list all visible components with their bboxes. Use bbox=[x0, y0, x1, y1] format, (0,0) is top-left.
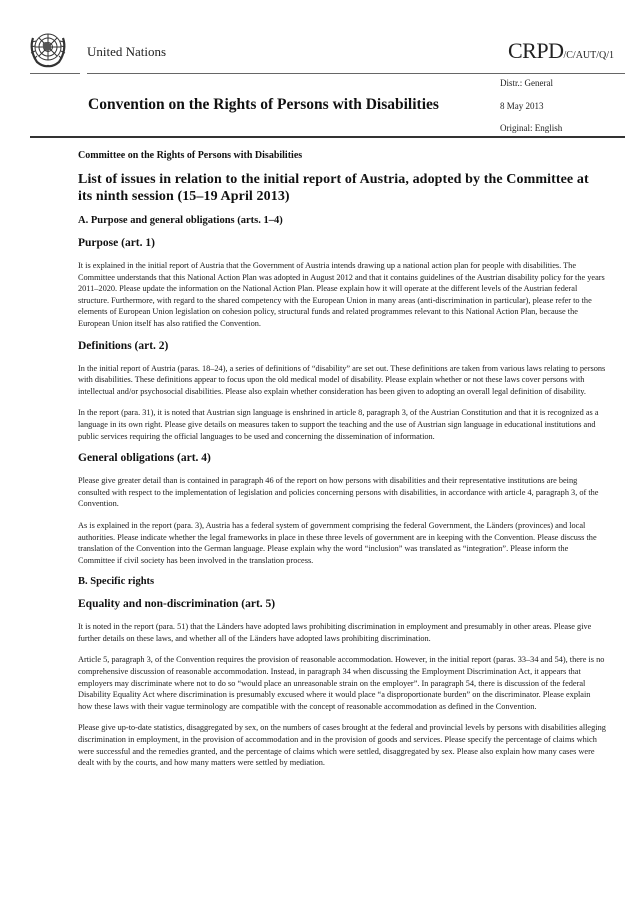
page-title: List of issues in relation to the initial report of Austria, adopted by the Committee at its ninth session (15–19 April 2013) bbox=[78, 172, 589, 204]
document-date: 8 May 2013 bbox=[500, 101, 544, 111]
paragraph: Please give up-to-date statistics, disaggregated by sex, on the numbers of cases brought at the federal and provincial levels by persons with disabilities alleging discrimination in employment, in the provision of accommodation and in the provision of goods and services. Please specify the percentage of claims which were successful and the remedies granted, and the percentage of claims which were settled, disaggregated by sex. Please also explain how many cases were dealt with by the courts, and how many matters were settled by mediation. bbox=[78, 723, 606, 768]
subsection-heading: Purpose (art. 1) bbox=[78, 237, 155, 249]
un-emblem-icon bbox=[27, 28, 69, 70]
paragraph: It is noted in the report (para. 51) that the Länders have adopted laws prohibiting discrimination in employment and presumably in other areas. Please give further details on these laws, and whether all of the Länders have adopted laws prohibiting discrimination. bbox=[78, 622, 592, 643]
subsection-heading: Definitions (art. 2) bbox=[78, 339, 169, 352]
paragraph: In the report (para. 31), it is noted that Austrian sign language is enshrined in article 8, paragraph 3, of the Austrian Constitution and that it is recognized as a language in its own right. Please give details on measures taken to support the teaching and the use of Austrian sign language in educational institutions and public services requiring the official languages to be used and concerning the dissemination of information. bbox=[78, 408, 599, 441]
org-name: United Nations bbox=[87, 44, 167, 59]
subsection-heading: General obligations (art. 4) bbox=[78, 452, 211, 465]
paragraph: Article 5, paragraph 3, of the Convention requires the provision of reasonable accommodation. However, in the initial report (paras. 33–34 and 54), there is no comprehensive discussion of reasonable accommodation. Instead, in paragraph 34 when discussing the Employment Discrimination Act, it appears that employers may discriminate where not to do so “would place an unreasonable strain on the employer”. In paragraph 54, there is discussion of the federal Disability Equality Act where discrimination is presumably excused where it would place “a disproportionate burden” on the discriminator. Please explain how these laws with their vague terminology are compatible with the concept of reasonable accommodation as defined in the Convention. bbox=[78, 655, 605, 711]
convention-title: Convention on the Rights of Persons with Disabilities bbox=[88, 96, 439, 113]
symbol-main: CRPD bbox=[508, 38, 564, 63]
paragraph: It is explained in the initial report of Austria that the Government of Austria intends drawing up a national action plan for people with disabilities. The Committee understands that this National Action Plan was adopted in August 2012 and that it contains guidelines of the Austrian disability policy for the years 2011–2020. Please update the information on the National Action Plan. Please explain how it will operate at the different levels of the Austrian federal structure. Furthermore, with regard to the shared competency with the European Union in many areas (anti-discrimination in particular), please refer to the elements of European Union legislation on cohesion policy, structural funds and related programmes relevant to this National Action Plan, because the European Union itself has also ratified the Convention. bbox=[78, 261, 605, 328]
paragraph: As is explained in the report (para. 3), Austria has a federal system of government comprising the federal Government, the Länders (provinces) and local authorities. Please indicate whether the legal frameworks in place in these three levels of government are in keeping with the Convention. Please discuss the translation of the Convention into the German language. Please explain why the word “inclusion” was translated as “integration”. Please inform the Committee if civil society has been involved in the translation process. bbox=[78, 520, 597, 565]
committee-name: Committee on the Rights of Persons with Disabilities bbox=[78, 150, 303, 161]
divider bbox=[30, 73, 80, 74]
distribution: Distr.: General bbox=[500, 78, 553, 88]
document-body bbox=[78, 150, 606, 779]
document-symbol bbox=[508, 38, 614, 64]
divider bbox=[87, 73, 625, 74]
paragraph: Please give greater detail than is contained in paragraph 46 of the report on how persons with disabilities and their representative institutions are being consulted with respect to the implementation of legislation and policies concerning persons with disabilities, in accordance with article 4, paragraph 3, of the Convention. bbox=[78, 476, 599, 509]
paragraph: In the initial report of Austria (paras. 18–24), a series of definitions of “disability” are set out. These definitions are taken from various laws relating to persons with disabilities. These definitions appear to focus upon the old medical model of disability. Please explain whether or not these laws cover persons with intellectual and/or psychosocial disabilities. Please also explain whether consideration has been given to adopting an overall legal definition of disability. bbox=[78, 363, 606, 396]
divider bbox=[30, 136, 625, 138]
section-heading: A. Purpose and general obligations (arts. 1–4) bbox=[78, 215, 283, 226]
section-heading: B. Specific rights bbox=[78, 576, 155, 588]
subsection-heading: Equality and non-discrimination (art. 5) bbox=[78, 598, 276, 611]
symbol-sub: /C/AUT/Q/1 bbox=[563, 50, 615, 61]
original-language: Original: English bbox=[500, 123, 563, 133]
